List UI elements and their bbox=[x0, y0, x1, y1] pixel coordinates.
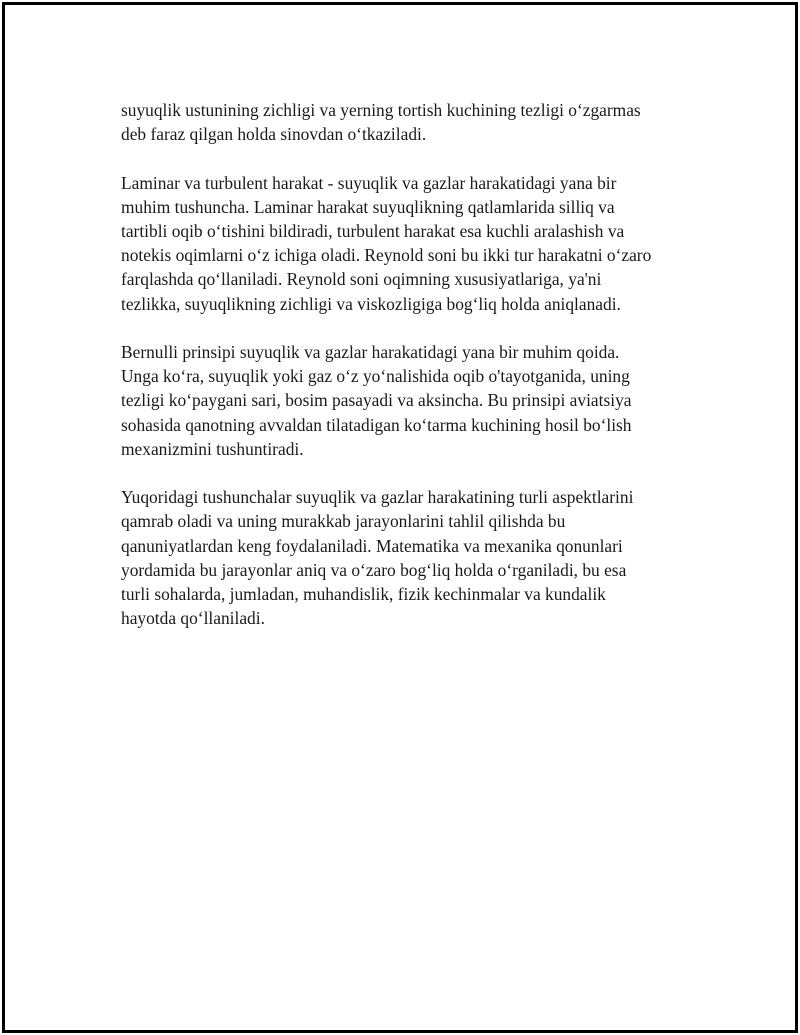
paragraph-fluid-column-density: suyuqlik ustunining zichligi va yerning tortish kuchining tezligi o‘zgarmas deb faraz qilgan holda sinovdan o‘tkaziladi. bbox=[121, 100, 641, 145]
paragraph-laminar-turbulent: Laminar va turbulent harakat - suyuqlik va gazlar harakatidagi yana bir muhim tushuncha. Laminar harakat suyuqlikning qatlamlarida silliq va tartibli oqib o‘tishini bildiradi, turbulent harakat esa kuchli aralashish va notekis oqimlarni o‘z ichiga oladi. Reynold soni bu ikki tur harakatni o‘zaro farqlashda qo‘llaniladi. Reynold soni oqimning xususiyatlariga, ya'ni tezlikka, suyuqlikning zichligi va viskozligiga bog‘liq holda aniqlanadi. bbox=[121, 172, 652, 314]
paragraph-bernoulli-principle: Bernulli prinsipi suyuqlik va gazlar harakatidagi yana bir muhim qoida. Unga ko‘ra, suyuqlik yoki gaz o‘z yo‘nalishida oqib o'tayotganida, uning tezligi ko‘paygani sari, bosim pasayadi va aksincha. Bu prinsipi aviatsiya sohasida qanotning avvaldan tilatadigan ko‘tarma kuchining hosil bo‘lish mexanizmini tushuntiradi. bbox=[121, 342, 632, 459]
page-frame bbox=[2, 2, 798, 1033]
page-content bbox=[121, 98, 711, 655]
paragraph-summary: Yuqoridagi tushunchalar suyuqlik va gazlar harakatining turli aspektlarini qamrab oladi va uning murakkab jarayonlarini tahlil qilishda bu qanuniyatlardan keng foydalaniladi. Matematika va mexanika qonunlari yordamida bu jarayonlar aniq va o‘zaro bog‘liq holda o‘rganiladi, bu esa turli sohalarda, jumladan, muhandislik, fizik kechinmalar va kundalik hayotda qo‘llaniladi. bbox=[121, 487, 634, 629]
